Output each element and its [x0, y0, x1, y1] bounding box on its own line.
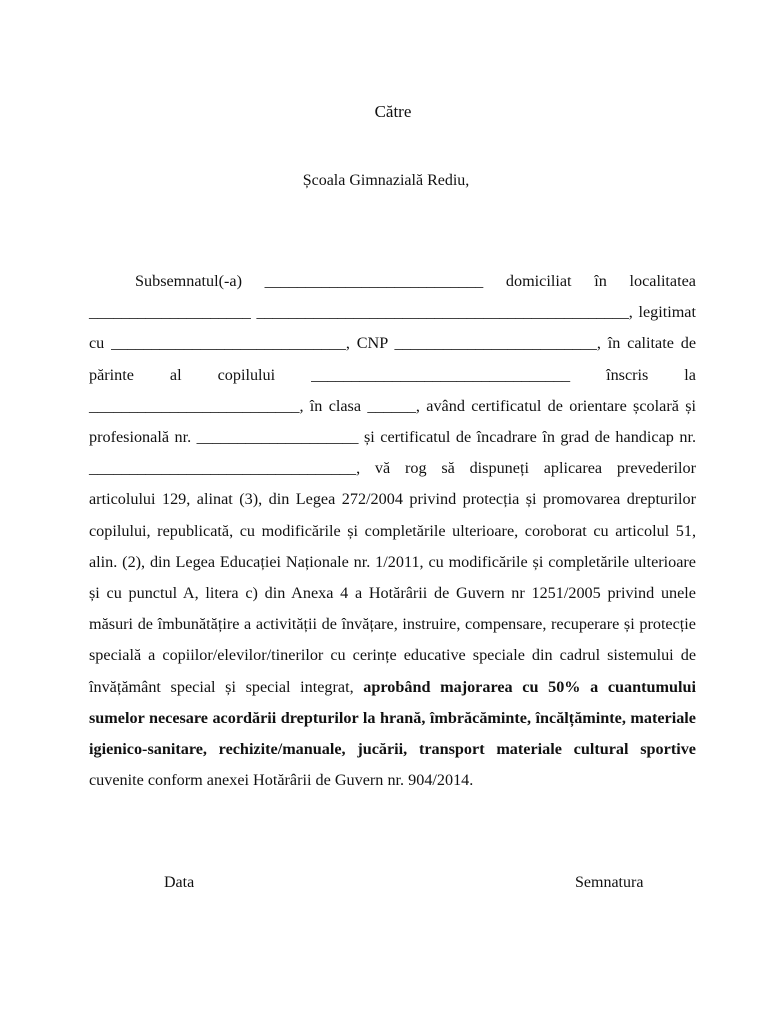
request-text: Subsemnatul(-a) ___________________________ domiciliat în localitatea ____________________ ______________________________________________, legitimat cu _____________________________, CNP _________________________, în calitate de părinte al copilului ________________________________ înscris la __________________________, în clasa ______, având certificatul de orientare școlară și profesională nr. ____________________ și certificatul de încadrare în grad de handicap nr. _________________________________, vă rog să dispuneți aplicarea prevederilor articolului 129, alinat (3), din Legea 272/2004 privind protecția și promovarea drepturilor copilului, republicată, cu modificările și completările ulterioare, coroborat cu articolul 51, alin. (2), din Legea Educației Naționale nr. 1/2011, cu modificările și completările ulterioare și cu punctul A, litera c) din Anexa 4 a Hotărârii de Guvern nr 1251/2005 privind unele măsuri de îmbunătățire a activității de învățare, instruire, compensare, recuperare și protecție specială a copiilor/elevilor/tinerilor cu cerințe educative speciale din cadrul sistemului de învățământ special și special integrat, [89, 272, 696, 696]
request-body [89, 266, 696, 796]
school-name: Școala Gimnazială Rediu, [302, 172, 470, 189]
signature-label: Semnatura [575, 874, 644, 891]
request-closing-text: cuvenite conform anexei Hotărârii de Guvern nr. 904/2014. [89, 771, 474, 790]
request-bold-text: aprobând majorarea cu 50% a cuantumului sumelor necesare acordării drepturilor la hrană, îmbrăcăminte, încălțăminte, materiale igienico-sanitare, rechizite/manuale, jucării, transport materiale cultural sportive [89, 677, 697, 759]
addressee-heading: Către [374, 102, 412, 121]
date-label: Data [164, 874, 195, 891]
